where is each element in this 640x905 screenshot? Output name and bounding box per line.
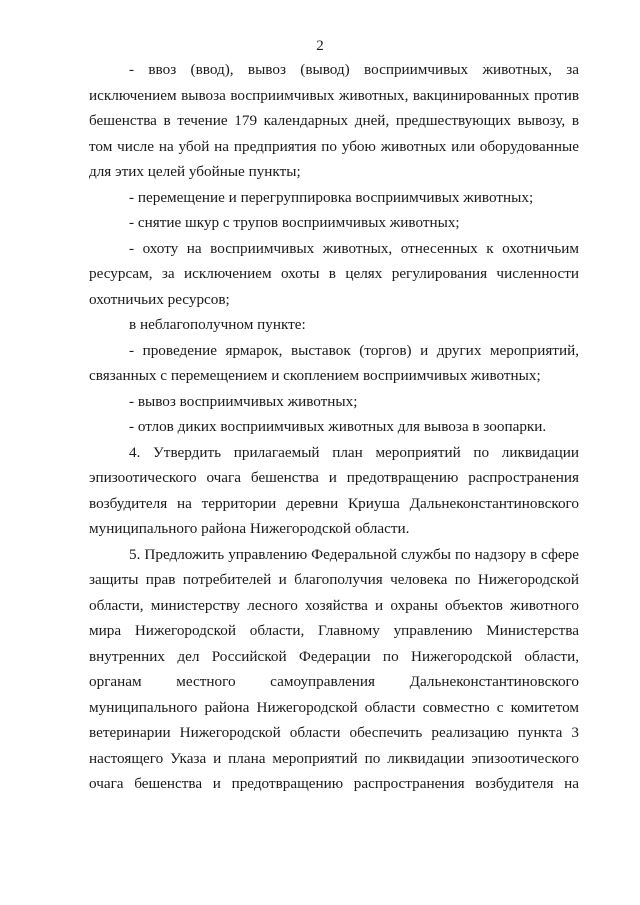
- page-number: 2: [316, 38, 324, 54]
- paragraph-export-ban: - вывоз восприимчивых животных;: [129, 392, 358, 410]
- paragraph-item-5: 5. Предложить управлению Федеральной службы по надзору в сфере защиты прав потребителей и благополучия человека по Нижегородской области, министерству лесного хозяйства и охраны объектов животного мира Нижегородской области, Главному управлению Министерства внутренних дел Российской Федерации по Нижегородской области, органам местного самоуправления Дальнеконстантиновского муниципального района Нижегородской области совместно с комитетом ветеринарии Нижегородской области обеспечить реализацию пункта 3 настоящего Указа и плана мероприятий по ликвидации эпизоотического очага бешенства и предотвращению распространения возбудителя на: [89, 545, 579, 792]
- paragraph-hunting-ban: - охоту на восприимчивых животных, отнесенных к охотничьим ресурсам, за исключением охоты в целях регулирования численности охотничьих ресурсов;: [89, 239, 579, 308]
- document-body: [89, 57, 579, 797]
- paragraph-capture-ban: - отлов диких восприимчивых животных для вывоза в зоопарки.: [129, 418, 547, 435]
- paragraph-movement-ban: - перемещение и перегруппировка восприимчивых животных;: [129, 188, 534, 206]
- paragraph-fairs-ban: - проведение ярмарок, выставок (торгов) и других мероприятий, связанных с перемещением и скоплением восприимчивых животных;: [89, 341, 579, 384]
- paragraph-unfavorable-point-heading: в неблагополучном пункте:: [129, 316, 306, 333]
- paragraph-skinning-ban: - снятие шкур с трупов восприимчивых животных;: [129, 214, 460, 231]
- paragraph-import-export-ban: - ввоз (ввод), вывоз (вывод) восприимчивых животных, за исключением вывоза восприимчивых животных, вакцинированных против бешенства в течение 179 календарных дней, предшествующих вывозу, в том числе на убой на предприятия по убою животных или оборудованные для этих целей убойные пункты;: [89, 61, 579, 180]
- paragraph-item-4: 4. Утвердить прилагаемый план мероприятий по ликвидации эпизоотического очага бешенства и предотвращению распространения возбудителя на территории деревни Криуша Дальнеконстантиновского муниципального района Нижегородской области.: [89, 443, 579, 537]
